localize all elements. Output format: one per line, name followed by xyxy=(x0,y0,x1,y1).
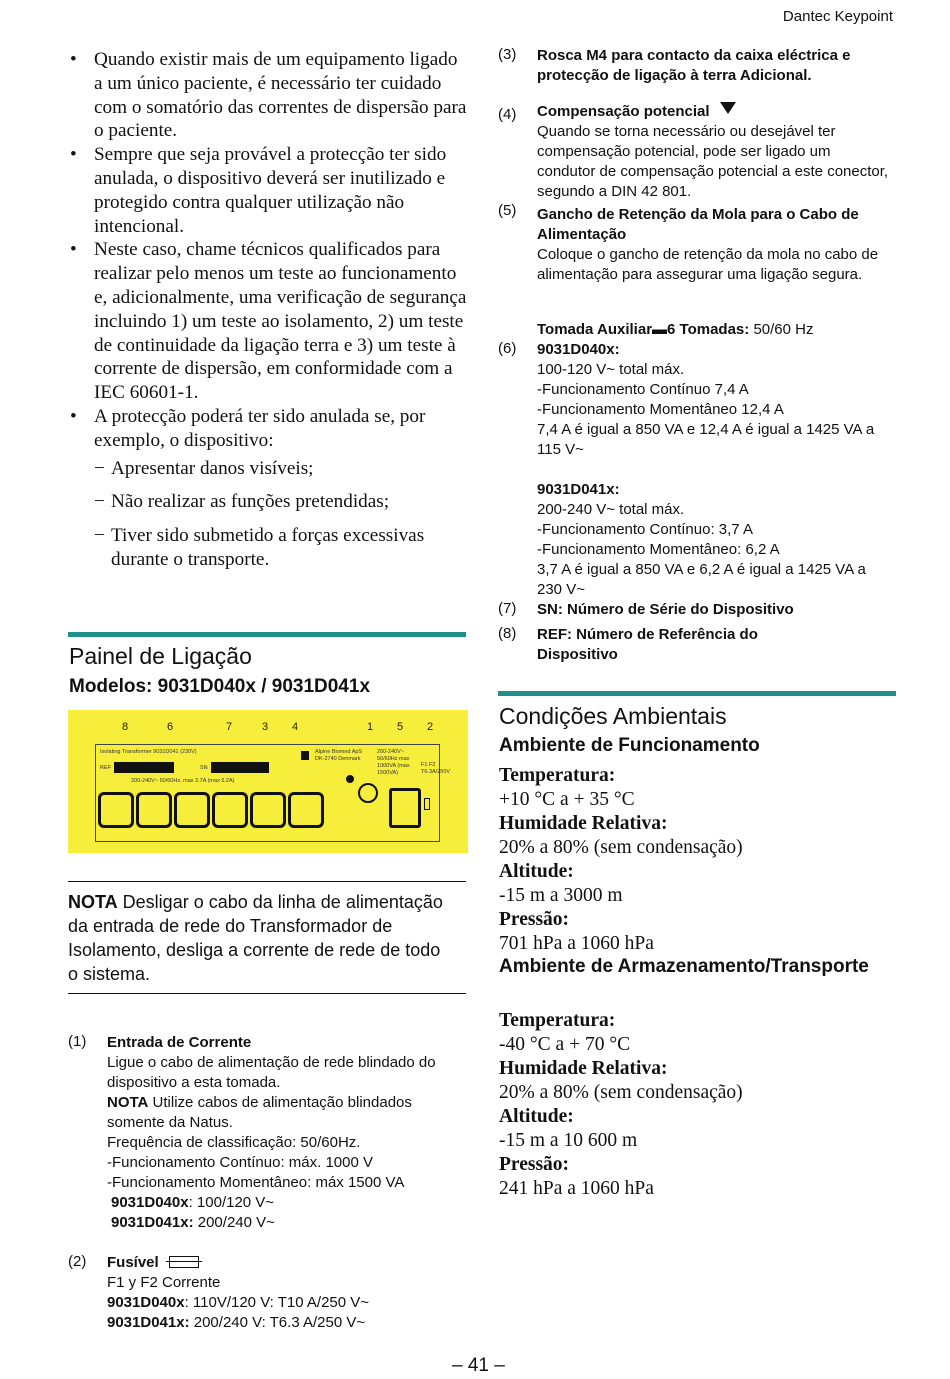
panel-label-fuse: F1 F2 T6.3A/250V xyxy=(421,762,451,775)
callout-number: 2 xyxy=(427,721,434,733)
env-label: Temperatura: xyxy=(499,1010,616,1031)
env-label: Humidade Relativa: xyxy=(499,1058,668,1079)
model-line xyxy=(107,1293,467,1313)
env-label: Humidade Relativa: xyxy=(499,813,668,834)
equipotential-icon xyxy=(720,102,736,114)
item-number: (2) xyxy=(68,1253,87,1270)
bullet-item: • Quando existir mais de um equipamento ligado a um único paciente, é necessário ter cuidado com o somatório das correntes de dispersão para o paciente. xyxy=(68,48,468,143)
note-text: Desligar o cabo da linha de alimentação da entrada de rede do Transformador de Isolamento, desliga a corrente de rede de todo o sistema. xyxy=(68,892,443,984)
env-label: Pressão: xyxy=(499,1154,570,1175)
bullet-item: • Sempre que seja provável a protecção ter sido anulada, o dispositivo deverá ser inutilizado e protegido contra qualquer utilização não intencional. xyxy=(68,143,468,238)
item-title-line xyxy=(107,1253,467,1273)
panel-label-input: 200-240V~ 50/60Hz max 1000VA (max 1500VA) xyxy=(377,749,410,776)
callout-number: 8 xyxy=(122,721,129,733)
item-title-line xyxy=(537,320,892,340)
spec-line: 200-240 V~ total máx. xyxy=(537,501,685,518)
env-storage-list xyxy=(499,1009,894,1201)
panel-label-transformer: Isolating Transformer 9031D041 (230V) xyxy=(100,749,197,755)
note-label: NOTA xyxy=(68,892,118,912)
ground-screw-icon xyxy=(346,775,354,783)
spec-line: -Funcionamento Contínuo 7,4 A xyxy=(537,381,749,398)
note-bottom-rule xyxy=(68,993,466,994)
item-text: Quando se torna necessário ou desejável ter compensação potencial, pode ser ligado um condutor de compensação potencial a este conector, segundo a DIN 42 801. xyxy=(537,123,889,200)
model-value: : 110V/120 V: T10 A/250 V~ xyxy=(184,1294,370,1311)
item-fuse xyxy=(107,1253,467,1333)
item-title-tail: 50/60 Hz xyxy=(749,321,814,338)
item-reference-number: REF: Número de Referência do Dispositivo xyxy=(537,626,758,663)
item-title: Entrada de Corrente xyxy=(107,1034,252,1051)
bullet-item: • A protecção poderá ter sido anulada se, por exemplo, o dispositivo: xyxy=(68,405,468,453)
panel-label-rating: 200-240V~ 50/60Hz, max 3.7A (max 6.2A) xyxy=(131,778,235,784)
sn-field xyxy=(211,762,269,773)
dash-item: − Não realizar as funções pretendidas; xyxy=(68,490,468,514)
item-number: (3) xyxy=(498,46,517,63)
dash-item: − Tiver sido submetido a forças excessivas durante o transporte. xyxy=(68,524,468,572)
auxiliary-outlet-icon xyxy=(250,792,286,828)
spec-line: -Funcionamento Momentâneo 12,4 A xyxy=(537,401,784,418)
callout-number: 7 xyxy=(226,721,233,733)
item-text: -Funcionamento Momentâneo: máx 1500 VA xyxy=(107,1174,405,1191)
item-power-input xyxy=(107,1033,467,1233)
item-number: (8) xyxy=(498,625,517,642)
item-text: Coloque o gancho de retenção da mola no cabo de alimentação para assegurar uma ligação segura. xyxy=(537,246,879,283)
fuse-holder-icon xyxy=(424,798,430,810)
callout-number: 3 xyxy=(262,721,269,733)
env-label: Pressão: xyxy=(499,909,570,930)
env-section-title: Condições Ambientais xyxy=(499,703,727,729)
section-rule xyxy=(68,632,466,637)
item-serial-number: SN: Número de Série do Dispositivo xyxy=(537,601,794,618)
item-number: (6) xyxy=(498,340,517,357)
section-title: Painel de Ligação xyxy=(69,643,252,669)
section-subtitle: Modelos: 9031D040x / 9031D041x xyxy=(69,676,371,697)
power-inlet-icon xyxy=(389,788,421,828)
env-operating-list xyxy=(499,764,894,956)
item-number: (4) xyxy=(498,106,517,123)
auxiliary-outlet-icon xyxy=(288,792,324,828)
model-line xyxy=(107,1213,467,1233)
dash-item: − Apresentar danos visíveis; xyxy=(68,457,468,481)
item-ground-screw: Rosca M4 para contacto da caixa eléctrica e protecção de ligação à terra Adicional. xyxy=(537,47,851,84)
item-potential-compensation xyxy=(537,102,892,202)
page-number: – 41 – xyxy=(452,1355,505,1376)
callout-number: 5 xyxy=(397,721,404,733)
model-code: 9031D040x xyxy=(107,1294,185,1311)
note-text: Utilize cabos de alimentação blindados somente da Natus. xyxy=(107,1094,412,1131)
panel-label-sn: SN xyxy=(200,765,208,771)
env-value: +10 °C a + 35 °C xyxy=(499,789,635,810)
spec-line: 100-120 V~ total máx. xyxy=(537,361,685,378)
env-label: Altitude: xyxy=(499,1106,574,1127)
env-storage-title: Ambiente de Armazenamento/Transporte xyxy=(499,956,869,977)
env-value: -40 °C a + 70 °C xyxy=(499,1034,631,1055)
model-code: 9031D041x: xyxy=(107,1314,190,1331)
callout-number: 4 xyxy=(292,721,299,733)
note-top-rule xyxy=(68,881,466,882)
env-value: -15 m a 10 600 m xyxy=(499,1130,638,1151)
panel-label-ref: REF xyxy=(100,765,111,771)
spec-line: -Funcionamento Contínuo: 3,7 A xyxy=(537,521,753,538)
fuse-symbol-icon xyxy=(169,1256,199,1268)
item-retention-hook xyxy=(537,205,892,285)
item-text: Frequência de classificação: 50/60Hz. xyxy=(107,1134,361,1151)
item-text: Ligue o cabo de alimentação de rede blindado do dispositivo a esta tomada. xyxy=(107,1054,436,1091)
spec-line: 7,4 A é igual a 850 VA e 12,4 A é igual a 1425 VA a 115 V~ xyxy=(537,421,875,458)
running-header: Dantec Keypoint xyxy=(782,8,893,25)
ce-mark-icon xyxy=(301,751,309,760)
auxiliary-outlet-icon xyxy=(174,792,210,828)
callout-number: 6 xyxy=(167,721,174,733)
model-line xyxy=(107,1193,467,1213)
auxiliary-outlet-icon xyxy=(212,792,248,828)
model-line xyxy=(107,1313,467,1333)
item-title: Compensação potencial xyxy=(537,103,710,120)
item-title-line xyxy=(537,102,892,122)
item-number: (1) xyxy=(68,1033,87,1050)
item-title: Fusível xyxy=(107,1254,159,1271)
model-code: 9031D041x: xyxy=(111,1214,194,1231)
env-operating-title: Ambiente de Funcionamento xyxy=(499,735,760,756)
env-value: -15 m a 3000 m xyxy=(499,885,623,906)
ref-field xyxy=(114,762,174,773)
item-title: Tomada Auxiliar▬6 Tomadas: xyxy=(537,321,750,338)
model-value: 200/240 V~ xyxy=(193,1214,275,1231)
item-number: (5) xyxy=(498,202,517,219)
item-note xyxy=(107,1093,467,1133)
item-title: Gancho de Retenção da Mola para o Cabo de Alimentação xyxy=(537,206,859,243)
item-number: (7) xyxy=(498,600,517,617)
model-code: 9031D040x xyxy=(111,1194,189,1211)
auxiliary-outlet-icon xyxy=(136,792,172,828)
item-text: -Funcionamento Contínuo: máx. 1000 V xyxy=(107,1154,373,1171)
auxiliary-outlet-icon xyxy=(98,792,134,828)
callout-number: 1 xyxy=(367,721,374,733)
env-value: 241 hPa a 1060 hPa xyxy=(499,1178,654,1199)
model-code: 9031D040x: xyxy=(537,341,620,358)
env-label: Altitude: xyxy=(499,861,574,882)
env-value: 20% a 80% (sem condensação) xyxy=(499,837,743,858)
note-block xyxy=(68,890,448,986)
env-value: 701 hPa a 1060 hPa xyxy=(499,933,654,954)
safety-bullet-list xyxy=(68,48,468,572)
item-text: F1 y F2 Corrente xyxy=(107,1274,221,1291)
model-code: 9031D041x: xyxy=(537,481,620,498)
bullet-item: • Neste caso, chame técnicos qualificados para realizar pelo menos um teste ao funcionamento e, adicionalmente, uma verificação de segurança incluindo 1) um teste ao isolamento, 2) um teste de continuidade da ligação terra e 3) um teste à corrente de dispersão, em conformidade com a IEC 60601-1. xyxy=(68,238,468,405)
connection-panel-image xyxy=(68,710,468,853)
note-label: NOTA xyxy=(107,1094,149,1111)
item-auxiliary-outlets xyxy=(537,320,892,600)
panel-label-maker: Alpine Biomed ApS DK-2740 Denmark xyxy=(315,749,363,762)
section-rule xyxy=(498,691,896,696)
env-label: Temperatura: xyxy=(499,765,616,786)
model-value: 200/240 V: T6.3 A/250 V~ xyxy=(189,1314,366,1331)
spec-line: 3,7 A é igual a 850 VA e 6,2 A é igual a 1425 VA a 230 V~ xyxy=(537,561,866,598)
env-value: 20% a 80% (sem condensação) xyxy=(499,1082,743,1103)
potential-equalization-icon xyxy=(358,783,378,803)
spec-line: -Funcionamento Momentâneo: 6,2 A xyxy=(537,541,780,558)
model-value: : 100/120 V~ xyxy=(188,1194,275,1211)
